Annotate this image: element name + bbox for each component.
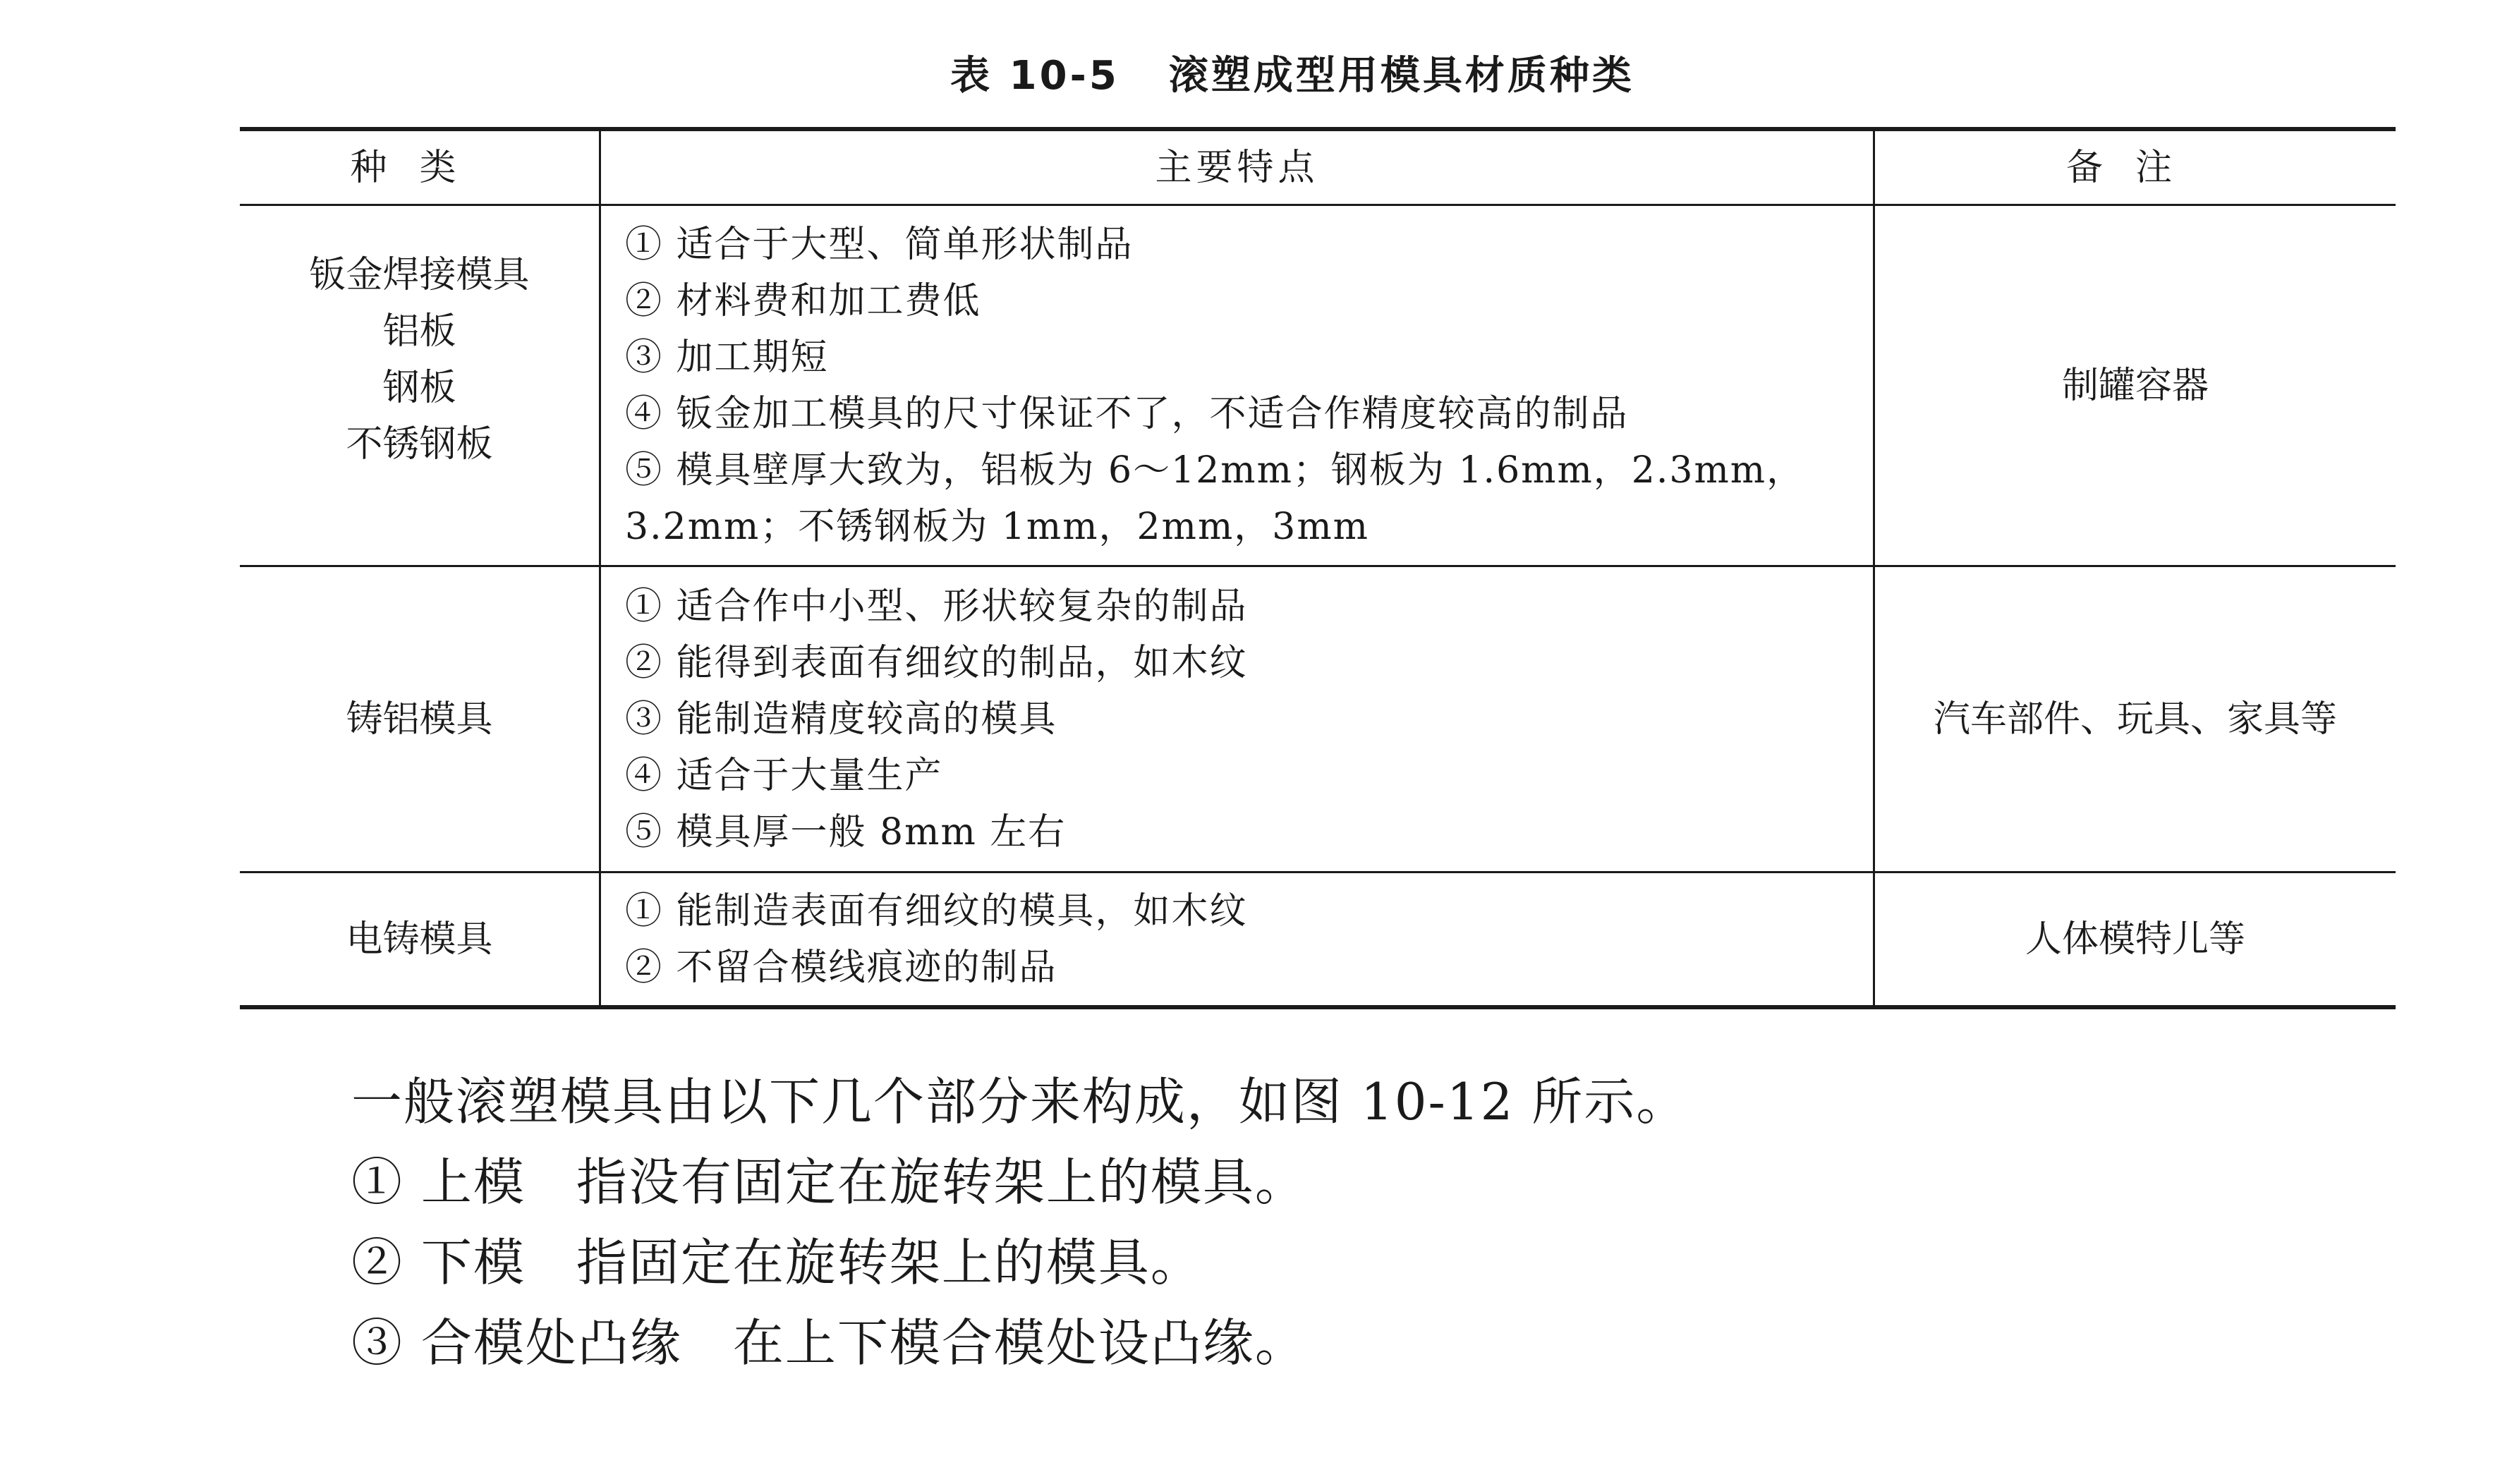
body-intro: 一般滚塑模具由以下几个部分来构成，如图 10-12 所示。 bbox=[351, 1072, 1689, 1131]
header-features-label: 主要特点 bbox=[1155, 146, 1319, 189]
row1-type-cell bbox=[240, 233, 599, 487]
table-title: 滚塑成型用模具材质种类 bbox=[1168, 53, 1634, 99]
row3-type-cell bbox=[240, 873, 599, 1005]
row3-note: 人体模特儿等 bbox=[2025, 918, 2245, 961]
body-item-term: ② 下模 bbox=[351, 1233, 526, 1292]
feature-item: ② 能得到表面有细纹的制品，如木纹 bbox=[625, 641, 1248, 684]
body-item-term: ① 上模 bbox=[351, 1152, 526, 1212]
row2-features-cell bbox=[625, 567, 1867, 871]
row2-type-line: 铸铝模具 bbox=[346, 698, 493, 741]
row1-type-line: 不锈钢板 bbox=[346, 423, 493, 466]
header-type bbox=[240, 131, 599, 204]
feature-item-continuation: 3.2mm；不锈钢板为 1mm，2mm，3mm bbox=[625, 505, 1369, 548]
row3-note-cell bbox=[1875, 873, 2396, 1005]
row2-type-cell bbox=[240, 567, 599, 871]
feature-item: ④ 钣金加工模具的尺寸保证不了，不适合作精度较高的制品 bbox=[625, 392, 1629, 435]
row2-note-cell bbox=[1875, 567, 2396, 871]
row2-note: 汽车部件、玩具、家具等 bbox=[1933, 698, 2337, 741]
body-item-desc: 指没有固定在旋转架上的模具。 bbox=[576, 1152, 1307, 1212]
row1-type-line: 铝板 bbox=[382, 310, 456, 353]
row1-note: 制罐容器 bbox=[2061, 364, 2209, 407]
header-features bbox=[601, 131, 1873, 204]
body-item bbox=[351, 1222, 1688, 1303]
feature-item: ③ 能制造精度较高的模具 bbox=[625, 698, 1057, 741]
row3-features-cell bbox=[625, 873, 1867, 1005]
feature-item: ⑤ 模具壁厚大致为，铝板为 6～12mm；钢板为 1.6mm，2.3mm， bbox=[625, 449, 1805, 492]
feature-item: ④ 适合于大量生产 bbox=[625, 754, 943, 797]
body-item bbox=[351, 1303, 1688, 1383]
feature-item: ② 不留合模线痕迹的制品 bbox=[625, 946, 1057, 989]
feature-item: ⑤ 模具厚一般 8mm 左右 bbox=[625, 810, 1067, 853]
header-type-label: 种类 bbox=[350, 146, 489, 189]
header-note bbox=[1875, 131, 2396, 204]
row1-type-line: 钢板 bbox=[382, 367, 456, 409]
feature-item: ① 能制造表面有细纹的模具，如木纹 bbox=[625, 889, 1248, 932]
body-item bbox=[351, 1142, 1688, 1222]
row3-type-line: 电铸模具 bbox=[346, 918, 493, 961]
feature-item: ② 材料费和加工费低 bbox=[625, 279, 981, 322]
feature-item: ① 适合作中小型、形状较复杂的制品 bbox=[625, 585, 1248, 628]
table-number: 表 10-5 bbox=[950, 53, 1119, 99]
row1-type-line: 钣金焊接模具 bbox=[309, 254, 530, 296]
feature-item: ③ 加工期短 bbox=[625, 336, 829, 379]
body-item-desc: 指固定在旋转架上的模具。 bbox=[576, 1233, 1203, 1292]
row1-features-cell bbox=[625, 206, 1867, 565]
body-item-term: ③ 合模处凸缘 bbox=[351, 1313, 682, 1373]
row1-note-cell bbox=[1875, 206, 2396, 565]
feature-item: ① 适合于大型、简单形状制品 bbox=[625, 223, 1134, 266]
body-item-desc: 在上下模合模处设凸缘。 bbox=[732, 1313, 1307, 1373]
header-note-label: 备注 bbox=[2065, 146, 2204, 189]
table-caption bbox=[0, 41, 2500, 104]
body-paragraph bbox=[351, 1062, 1688, 1383]
column-divider-1 bbox=[599, 129, 601, 1007]
table-bottom-rule bbox=[240, 1005, 2396, 1009]
